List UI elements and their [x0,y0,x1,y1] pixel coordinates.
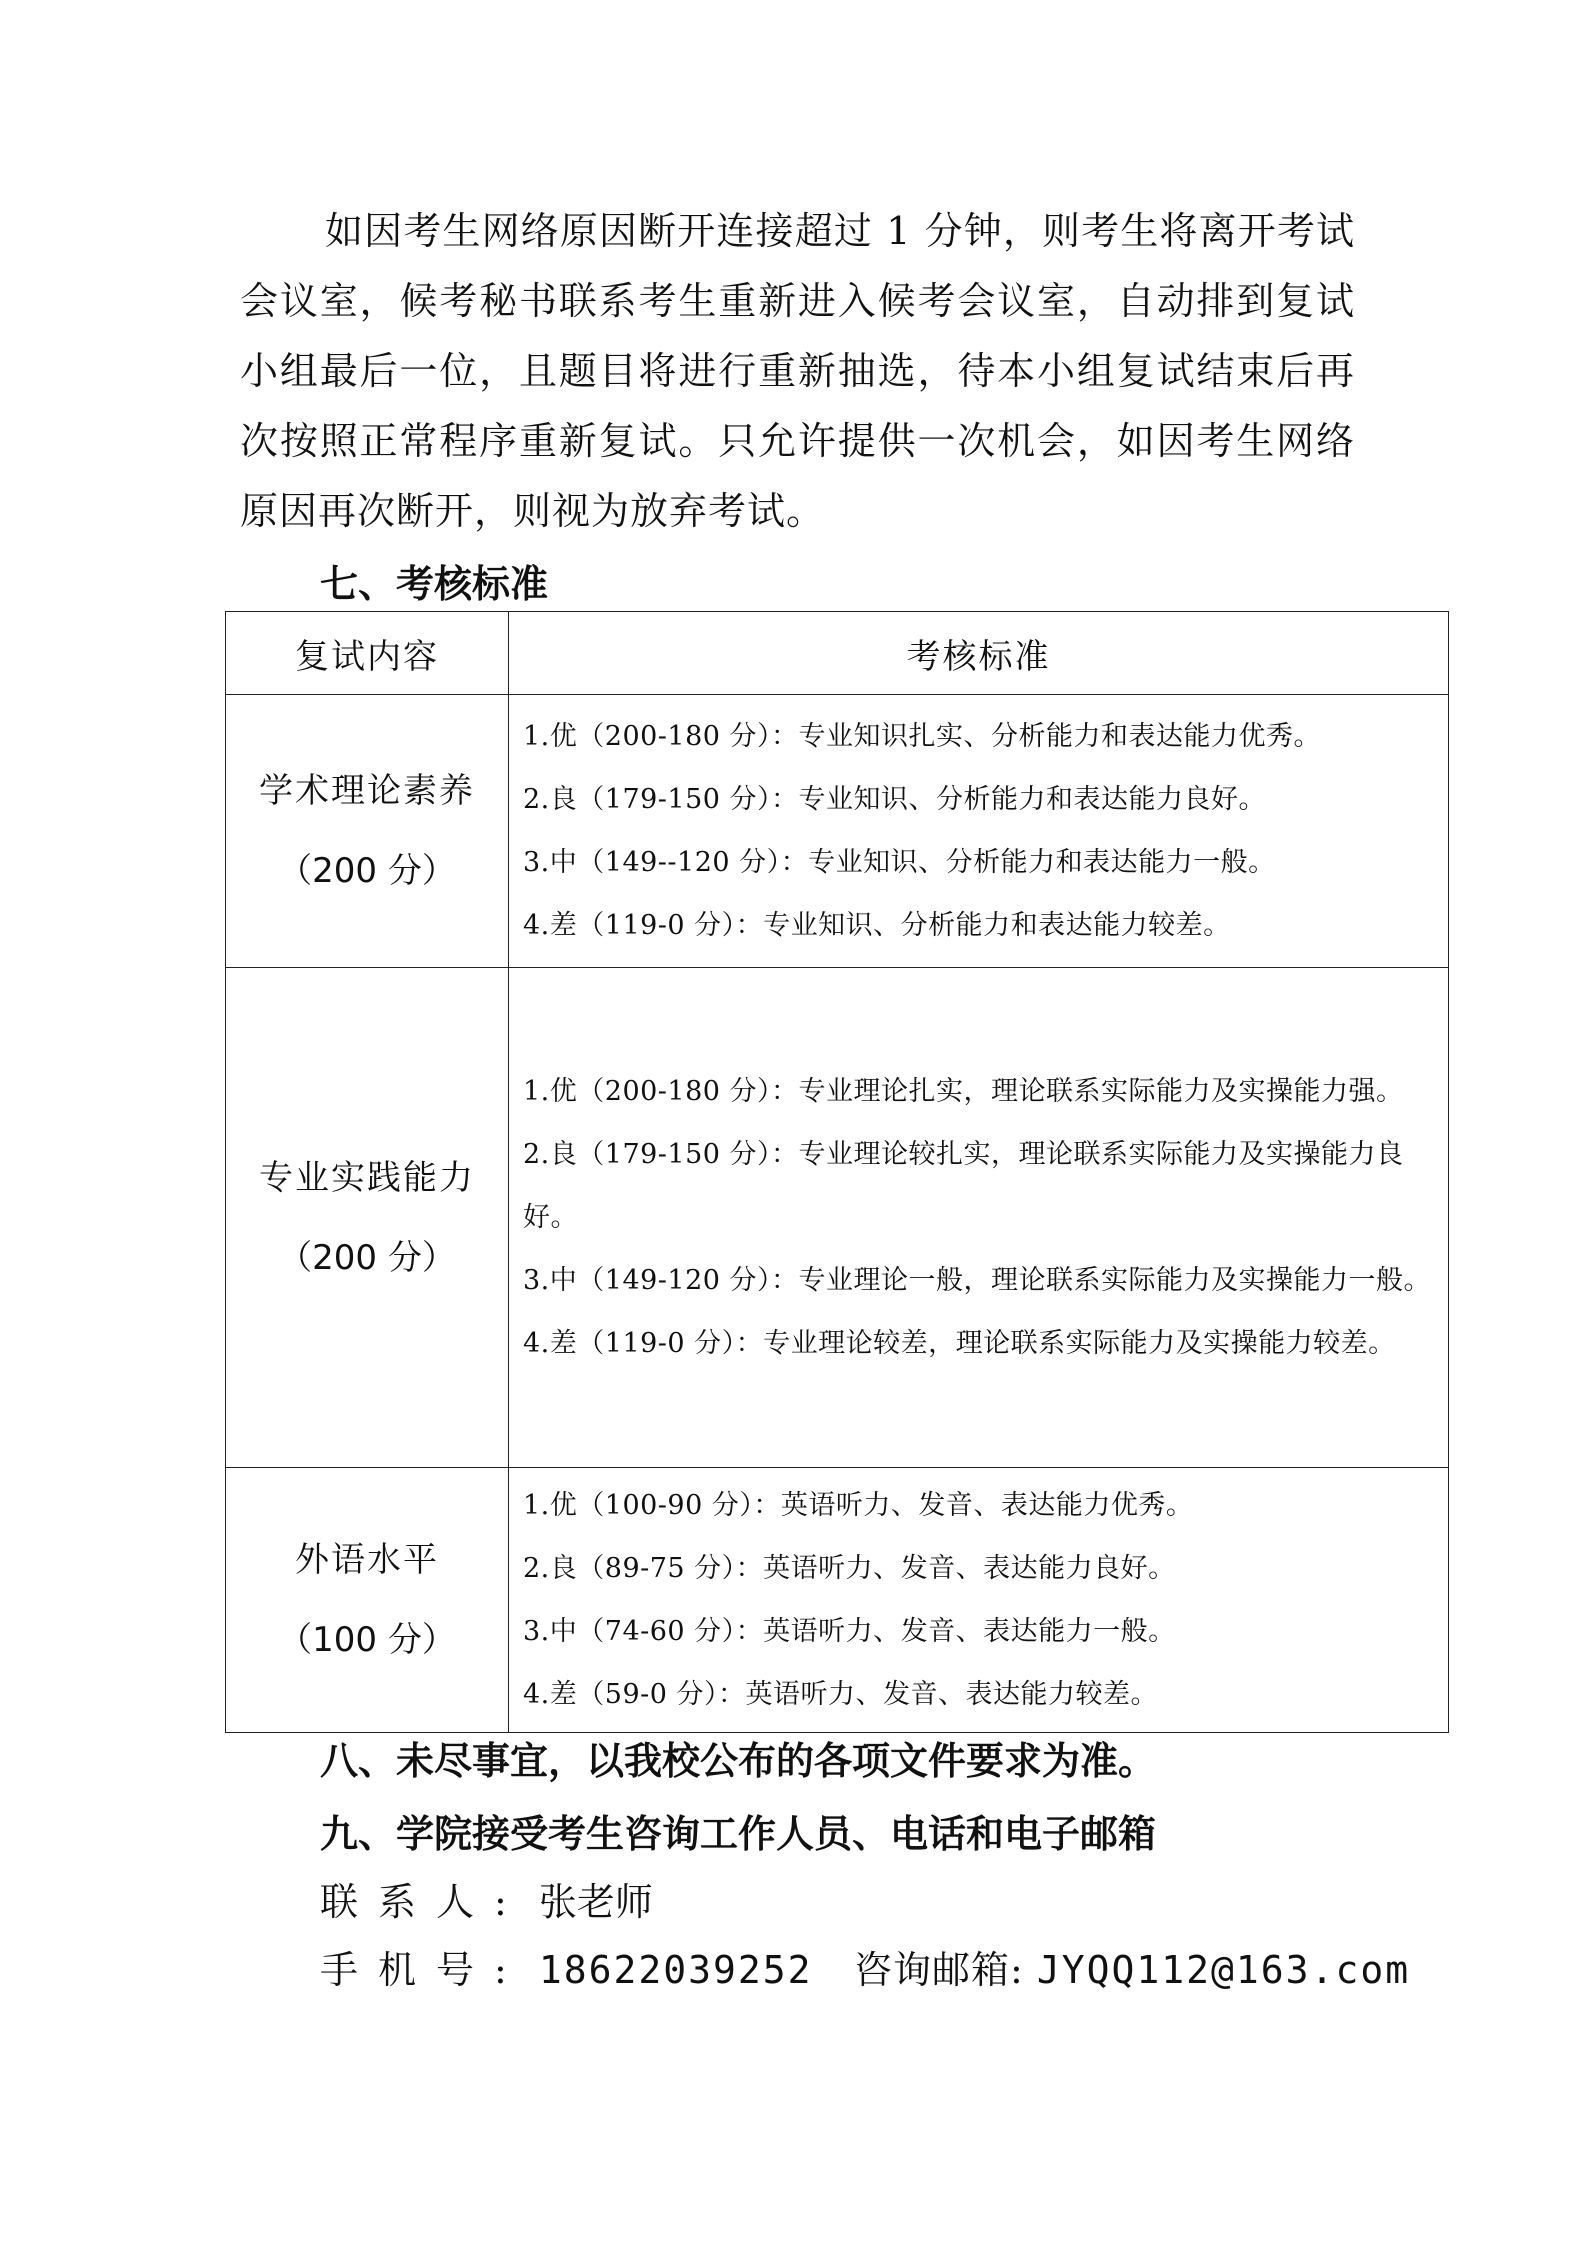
standard-poor: 4.差（119-0 分）：专业知识、分析能力和表达能力较差。 [523,910,1231,941]
table-row-professional-practice [226,968,1449,1468]
email-label: 咨询邮箱: [854,1948,1024,1992]
section-8-heading: 八、未尽事宜，以我校公布的各项文件要求为准。 [320,1739,1157,1783]
assessment-criteria-table [225,611,1449,1733]
email-address[interactable]: JYQQ112@163.com [1036,1948,1411,1992]
standards-cell [509,1468,1449,1733]
contact-person-label: 联系人: [320,1880,527,1924]
standards-cell [509,968,1449,1468]
category-score: （200 分） [278,1237,456,1278]
header-assessment-standard: 考核标准 [509,612,1449,695]
standard-good: 2.良（179-150 分）：专业理论较扎实，理论联系实际能力及实操能力良好。 [523,1139,1404,1233]
standard-poor: 4.差（119-0 分）：专业理论较差，理论联系实际能力及实操能力较差。 [523,1328,1396,1359]
standard-average: 3.中（149--120 分）：专业知识、分析能力和表达能力一般。 [523,847,1276,878]
table-header-row [226,612,1449,695]
standard-excellent: 1.优（200-180 分）：专业理论扎实，理论联系实际能力及实操能力强。 [523,1076,1404,1107]
standard-excellent: 1.优（200-180 分）：专业知识扎实、分析能力和表达能力优秀。 [523,721,1322,752]
category-cell [226,1468,509,1733]
intro-paragraph: 如因考生网络原因断开连接超过 1 分钟，则考生将离开考试会议室，候考秘书联系考生重新进入候考会议室，自动排到复试小组最后一位，且题目将进行重新抽选，待本小组复试结束后再次按照正常程序重新复试。只允许提供一次机会，如因考生网络原因再次断开，则视为放弃考试。 [240,209,1355,533]
category-score: （200 分） [278,851,456,891]
category-name: 学术理论素养 [259,771,475,811]
category-cell [226,695,509,968]
header-retest-content: 复试内容 [226,612,509,695]
standard-poor: 4.差（59-0 分）：英语听力、发音、表达能力较差。 [523,1679,1159,1710]
section-7-heading: 七、考核标准 [320,562,549,606]
standard-good: 2.良（179-150 分）：专业知识、分析能力和表达能力良好。 [523,784,1267,815]
table-row-academic-theory [226,695,1449,968]
category-name: 专业实践能力 [259,1157,475,1198]
section-9-heading: 九、学院接受考生咨询工作人员、电话和电子邮箱 [320,1812,1157,1856]
phone-label: 手机号: [320,1948,527,1992]
standard-average: 3.中（149-120 分）：专业理论一般，理论联系实际能力及实操能力一般。 [523,1265,1432,1296]
category-score: （100 分） [278,1620,456,1660]
category-cell [226,968,509,1468]
email-group [854,1946,1410,1994]
table-row-foreign-language [226,1468,1449,1733]
standards-cell [509,695,1449,968]
contact-person-line [320,1878,653,1926]
contact-person-value: 张老师 [538,1880,653,1924]
category-name: 外语水平 [295,1540,439,1580]
contact-phone-line [320,1946,1411,1994]
phone-number[interactable]: 18622039252 [538,1948,813,1992]
standard-good: 2.良（89-75 分）：英语听力、发音、表达能力良好。 [523,1553,1176,1584]
standard-excellent: 1.优（100-90 分）：英语听力、发音、表达能力优秀。 [523,1490,1194,1521]
standard-average: 3.中（74-60 分）：英语听力、发音、表达能力一般。 [523,1616,1176,1647]
